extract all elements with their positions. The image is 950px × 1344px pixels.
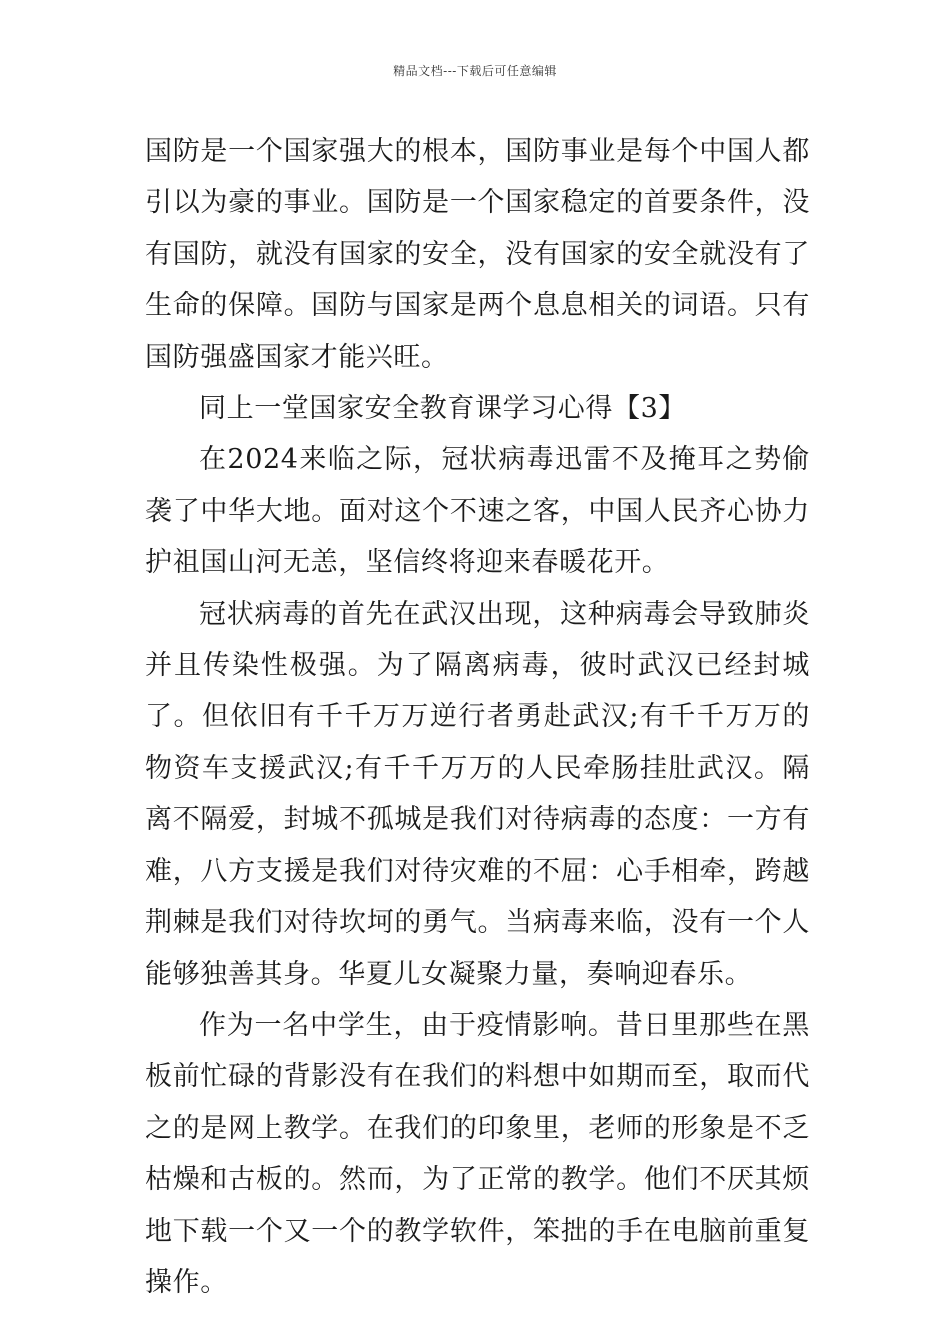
section-heading: 同上一堂国家安全教育课学习心得【3】 (199, 393, 686, 425)
paragraph-national-defense: 国防是一个国家强大的根本，国防事业是每个中国人都引以为豪的事业。国防是一个国家稳定的首要条件，没有国防，就没有国家的安全，没有国家的安全就没有了生命的保障。国防与国家是两个息息相关的词语。只有国防强盛国家才能兴旺。 (145, 136, 810, 373)
page-header: 精品文档---下载后可任意编辑 (393, 64, 557, 78)
document-body (145, 126, 810, 1308)
paragraph-intro: 在2024来临之际，冠状病毒迅雷不及掩耳之势偷袭了中华大地。面对这个不速之客，中国人民齐心协力护祖国山河无恙，坚信终将迎来春暖花开。 (145, 444, 810, 579)
paragraph-virus: 冠状病毒的首先在武汉出现，这种病毒会导致肺炎并且传染性极强。为了隔离病毒，彼时武汉已经封城了。但依旧有千千万万逆行者勇赴武汉;有千千万万的物资车支援武汉;有千千万万的人民牵肠挂肚武汉。隔离不隔爱，封城不孤城是我们对待病毒的态度：一方有难，八方支援是我们对待灾难的不屈：心手相牵，跨越荆棘是我们对待坎坷的勇气。当病毒来临，没有一个人能够独善其身。华夏儿女凝聚力量，奏响迎春乐。 (145, 598, 810, 990)
paragraph-online-teaching: 作为一名中学生，由于疫情影响。昔日里那些在黑板前忙碌的背影没有在我们的料想中如期而至，取而代之的是网上教学。在我们的印象里，老师的形象是不乏枯燥和古板的。然而，为了正常的教学。他们不厌其烦地下载一个又一个的教学软件，笨拙的手在电脑前重复操作。 (145, 1009, 810, 1298)
